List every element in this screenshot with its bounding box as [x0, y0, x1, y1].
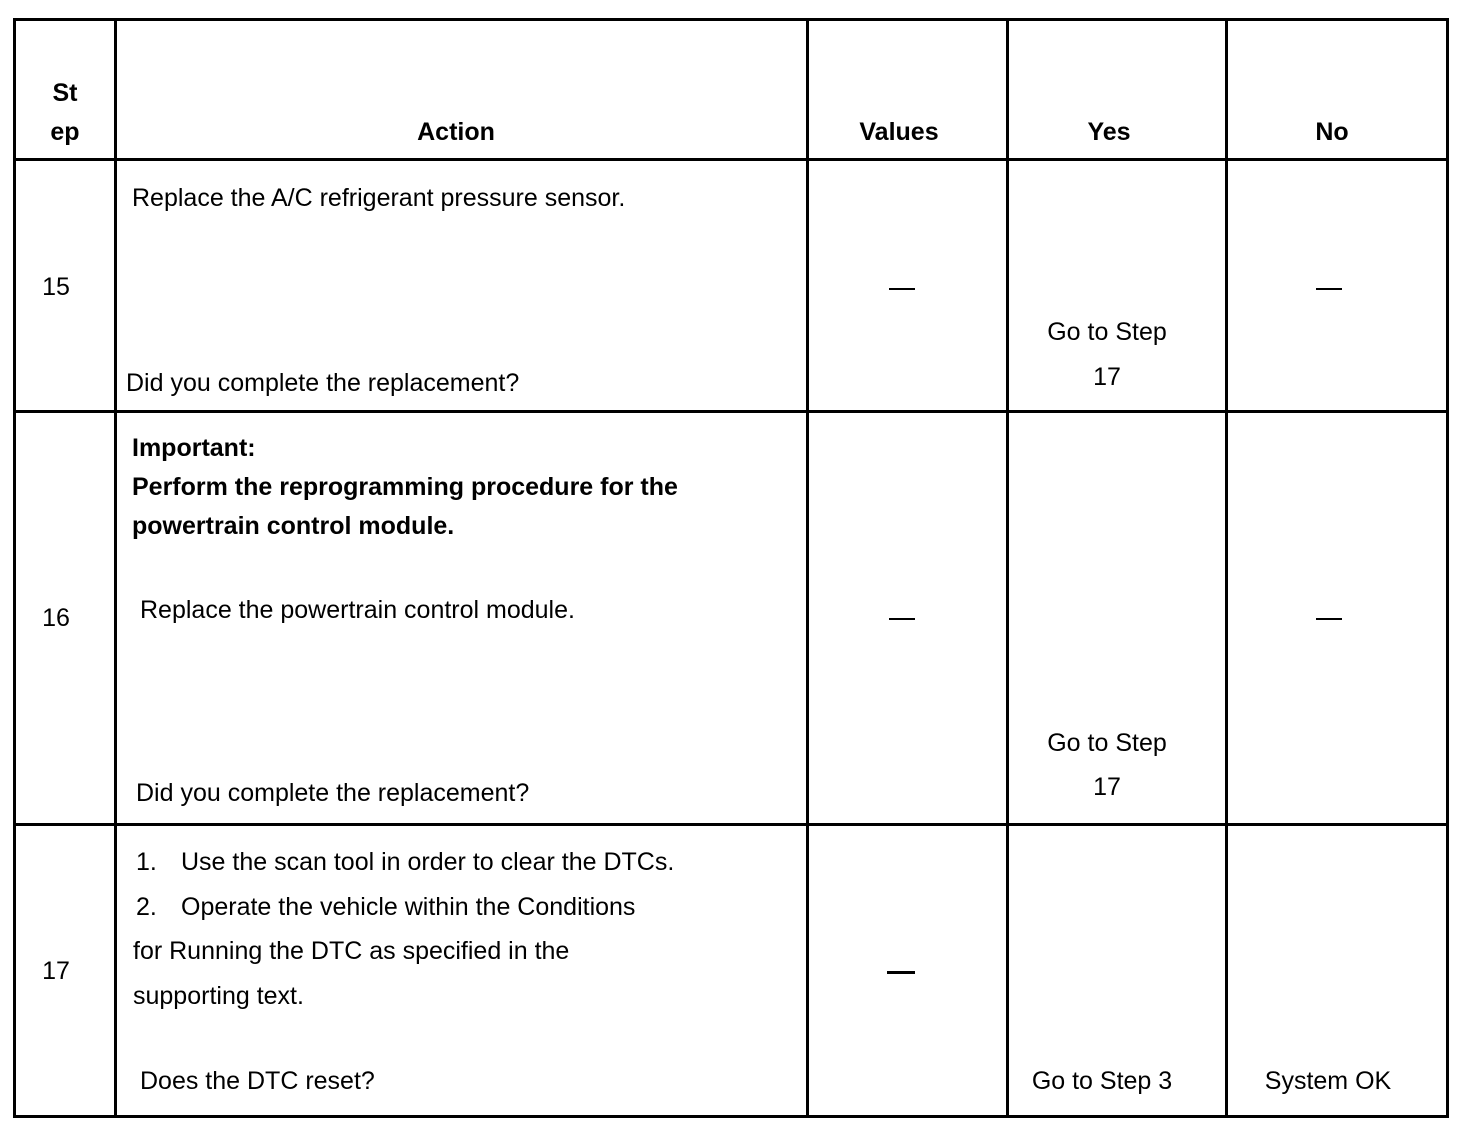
row-divider-16-17: [13, 823, 1449, 826]
action-question-16: Did you complete the replacement?: [136, 779, 530, 807]
list-item-1: Use the scan tool in order to clear the DTCs.: [181, 848, 675, 876]
header-action: Action: [417, 118, 495, 146]
yes-action-16-line2: 17: [1093, 773, 1121, 801]
step-number-16: 16: [42, 604, 70, 632]
values-dash-16: [889, 618, 915, 620]
action-question-15: Did you complete the replacement?: [126, 369, 520, 397]
list-item-2-continuation-2: supporting text.: [133, 982, 304, 1010]
column-divider-step-action: [114, 18, 117, 1118]
values-dash-15: [889, 288, 915, 290]
list-item-2-continuation-1: for Running the DTC as specified in the: [133, 937, 570, 965]
header-step-line1: St: [52, 79, 78, 107]
step-number-17: 17: [42, 957, 70, 985]
row-divider-15-16: [13, 410, 1449, 413]
yes-action-15-line1: Go to Step: [1047, 318, 1167, 346]
step-number-15: 15: [42, 273, 70, 301]
table-border-bottom: [13, 1115, 1449, 1118]
header-divider: [13, 158, 1449, 161]
header-step-line2: ep: [50, 118, 80, 146]
header-values: Values: [859, 118, 939, 146]
list-item-2: Operate the vehicle within the Conditions: [181, 893, 636, 921]
header-no: No: [1315, 118, 1349, 146]
yes-action-15-line2: 17: [1093, 363, 1121, 391]
column-divider-yes-no: [1225, 18, 1228, 1118]
values-dash-17: [887, 971, 915, 974]
important-text-16-line1: Perform the reprogramming procedure for the: [132, 473, 678, 501]
table-border-left: [13, 18, 16, 1118]
table-border-top: [13, 18, 1449, 21]
no-dash-15: [1316, 288, 1342, 290]
action-text-15: Replace the A/C refrigerant pressure sensor.: [132, 184, 626, 212]
no-action-17: System OK: [1264, 1067, 1392, 1095]
yes-action-16-line1: Go to Step: [1047, 729, 1167, 757]
yes-action-17: Go to Step 3: [1031, 1067, 1173, 1095]
list-number-1: 1.: [136, 848, 157, 876]
important-text-16-line2: powertrain control module.: [132, 512, 455, 540]
no-dash-16: [1316, 618, 1342, 620]
header-yes: Yes: [1087, 118, 1131, 146]
column-divider-values-yes: [1006, 18, 1009, 1118]
action-text-16: Replace the powertrain control module.: [140, 596, 575, 624]
action-question-17: Does the DTC reset?: [140, 1067, 375, 1095]
important-label-16: Important:: [132, 434, 256, 462]
column-divider-action-values: [806, 18, 809, 1118]
table-border-right: [1446, 18, 1449, 1118]
list-number-2: 2.: [136, 893, 157, 921]
